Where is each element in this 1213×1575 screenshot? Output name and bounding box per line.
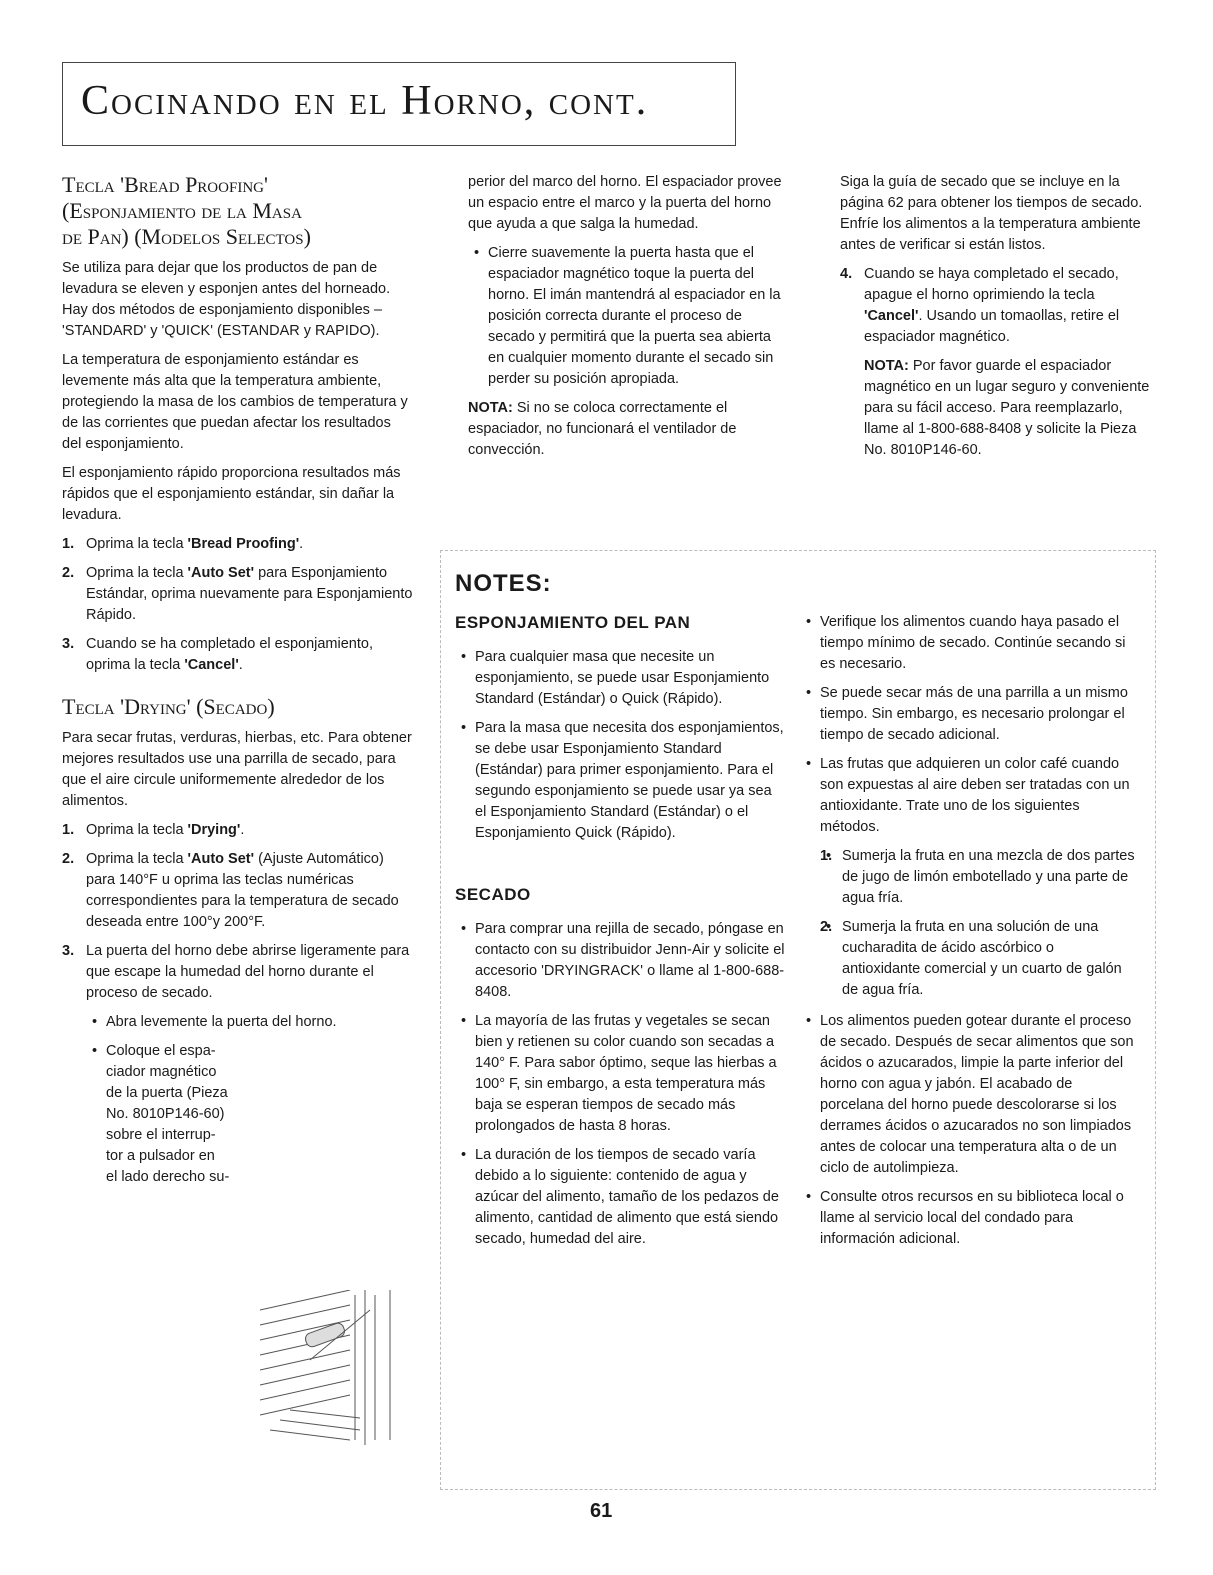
- paragraph: Para secar frutas, verduras, hierbas, etc. Para obtener mejores resultados use una parrilla de secado, para que el aire circule uniformemente alrededor de los alimentos.: [62, 730, 412, 809]
- page-number: 61: [590, 1500, 613, 1522]
- bullet-item: • Los alimentos pueden gotear durante el proceso de secado. Después de secar alimentos que son ácidos o azucarados, limpie la parte inferior del horno con agua y jabón. El acabado de porcelana del horno puede descolorarse si los derrames ácidos o azucarados no son limpiados antes de colocar una temperatura alta o de un ciclo de autolimpieza.: [800, 1011, 1135, 1179]
- bullet-item: • Para cualquier masa que necesite un esponjamiento, se puede usar Esponjamiento Standard (Estándar) o Quick (Rápido).: [455, 647, 785, 710]
- column-middle: [468, 172, 788, 469]
- note: NOTA: Por favor guarde el espaciador magnético en un lugar seguro y conveniente para su fácil acceso. Para reemplazarlo, llame al 1-800-688-8408 y solicite la Pieza No. 8010P146-60.: [864, 358, 1150, 458]
- bullet-item: • Verifique los alimentos cuando haya pasado el tiempo mínimo de secado. Continúe secando si es necesario.: [800, 612, 1135, 675]
- notes-drying-bullets: [455, 919, 785, 1250]
- paragraph: Siga la guía de secado que se incluye en la página 62 para obtener los tiempos de secado. Enfríe los alimentos a la temperatura ambiente antes de verificar si están listos.: [840, 174, 1143, 253]
- notes-drying-heading: SECADO: [455, 885, 531, 904]
- heading-line: de Pan) (Modelos Selectos): [62, 224, 311, 249]
- page-title: Cocinando en el Horno, cont.: [81, 78, 649, 124]
- page-title-box: [62, 62, 736, 146]
- notes-bread-bullets: [455, 647, 785, 844]
- paragraph: La temperatura de esponjamiento estándar es levemente más alta que la temperatura ambiente, protegiendo la masa de los cambios de temperatura y de las corrientes que puedan afectar los resultados del esponjamiento.: [62, 352, 408, 452]
- door-close-bullets: [468, 243, 788, 390]
- notes-title: NOTES:: [455, 570, 552, 597]
- drying-steps-continued: [840, 264, 1150, 348]
- drying-heading: Tecla 'Drying' (Secado): [62, 694, 275, 719]
- column-left: [62, 172, 414, 1196]
- step-item: 1. Oprima la tecla 'Bread Proofing'.: [62, 536, 304, 552]
- step-item: 3. La puerta del horno debe abrirse ligeramente para que escape la humedad del horno durante el proceso de secado. • Abra levemente la puerta del horno. • Coloque el espa- ciador magnético de la puerta (Pieza No. 8010P146-60) sobre el interrup- tor a pulsador en el lado derecho su-: [62, 941, 414, 1188]
- drying-steps: [62, 820, 414, 1188]
- bread-steps: [62, 534, 414, 676]
- bullet-item: • Para comprar una rejilla de secado, póngase en contacto con su distribuidor Jenn-Air y solicite el accesorio 'DRYINGRACK' o llame al 1-800-688-8408.: [455, 919, 785, 1003]
- heading-line: (Esponjamiento de la Masa: [62, 198, 302, 223]
- method-item: • 1. Sumerja la fruta en una mezcla de dos partes de jugo de limón embotellado y una parte de agua fría.: [820, 846, 1135, 909]
- note: NOTA: Si no se coloca correctamente el espaciador, no funcionará el ventilador de convección.: [468, 400, 737, 458]
- bullet-item: • Las frutas que adquieren un color café cuando son expuestas al aire deben ser tratadas con un antioxidante. Trate uno de los siguientes métodos. • 1. Sumerja la fruta en una mezcla de dos partes de jugo de limón embotellado y una parte de agua fría. • 2. Sumerja la fruta en una solución de una cucharadita de ácido ascórbico o antioxidante comercial y un cuarto de galón de agua fría.: [800, 754, 1135, 1001]
- column-right: [840, 172, 1150, 469]
- paragraph: El esponjamiento rápido proporciona resultados más rápidos que el esponjamiento estándar, sin dañar la levadura.: [62, 465, 401, 523]
- notes-column-left: [455, 612, 785, 1258]
- heading-line: Tecla 'Bread Proofing': [62, 172, 268, 197]
- antioxidant-methods: [820, 846, 1135, 1001]
- step-item: 2. Oprima la tecla 'Auto Set' (Ajuste Automático) para 140°F u oprima las teclas numéricas correspondientes para la temperatura de secado deseada entre 100°y 200°F.: [62, 851, 399, 930]
- step-item: 3. Cuando se ha completado el esponjamiento, oprima la tecla 'Cancel'.: [62, 636, 373, 673]
- step-item: 4. Cuando se haya completado el secado, apague el horno oprimiendo la tecla 'Cancel'. Usando un tomaollas, retire el espaciador magnético.: [840, 266, 1120, 345]
- bullet-item: • La mayoría de las frutas y vegetales se secan bien y retienen su color cuando son secadas a 140° F. Para sabor óptimo, seque las hierbas a 100° F, sin embargo, a esta temperatura más baja se esperan tiempos de secado más prolongados de hasta 8 horas.: [455, 1011, 785, 1137]
- bullet-item: • Se puede secar más de una parrilla a un mismo tiempo. Sin embargo, es necesario prolongar el tiempo de secado adicional.: [800, 683, 1135, 746]
- bullet-item: • Para la masa que necesita dos esponjamientos, se debe usar Esponjamiento Standard (Estándar) para primer esponjamiento. Para el segundo esponjamiento se puede usar ya sea el Esponjamiento Standard (Estándar) o el Esponjamiento Quick (Rápido).: [455, 718, 785, 844]
- bullet-item: • La duración de los tiempos de secado varía debido a lo siguiente: contenido de agua y azúcar del alimento, tamaño de los pedazos de alimento, cantidad de alimento que está siendo secado, humedad del aire.: [455, 1145, 785, 1250]
- paragraph: Se utiliza para dejar que los productos de pan de levadura se eleven y esponjen antes del horneado. Hay dos métodos de esponjamiento disponibles – 'STANDARD' y 'QUICK' (ESTANDAR y RAPIDO).: [62, 260, 391, 339]
- notes-bread-heading: ESPONJAMIENTO DEL PAN: [455, 613, 691, 632]
- bullet-item: • Consulte otros recursos en su biblioteca local o llame al servicio local del condado para información adicional.: [800, 1187, 1135, 1250]
- bullet-item: • Cierre suavemente la puerta hasta que el espaciador magnético toque la puerta del horno. El imán mantendrá al espaciador en la posición correcta durante el proceso de secado y permitirá que la puerta sea abierta en cualquier momento durante el secado sin perder su posición apropiada.: [468, 243, 788, 390]
- paragraph: perior del marco del horno. El espaciador provee un espacio entre el marco y la puerta del horno que ayuda a que salga la humedad.: [468, 174, 782, 232]
- bullet-item: • Coloque el espa- ciador magnético de la puerta (Pieza No. 8010P146-60) sobre el interrup- tor a pulsador en el lado derecho su-: [86, 1041, 414, 1188]
- bullet-item: • Abra levemente la puerta del horno.: [86, 1012, 414, 1033]
- bread-proofing-heading: [62, 172, 414, 250]
- door-bullets: [86, 1012, 414, 1188]
- notes-column-right: [800, 612, 1135, 1258]
- step-item: 2. Oprima la tecla 'Auto Set' para Esponjamiento Estándar, oprima nuevamente para Esponjamiento Rápido.: [62, 565, 413, 623]
- oven-door-spacer-illustration: [250, 1290, 400, 1445]
- notes-right-bullets: [800, 612, 1135, 1250]
- method-item: • 2. Sumerja la fruta en una solución de una cucharadita de ácido ascórbico o antioxidante comercial y un cuarto de galón de agua fría.: [820, 917, 1135, 1001]
- step-item: 1. Oprima la tecla 'Drying'.: [62, 822, 245, 838]
